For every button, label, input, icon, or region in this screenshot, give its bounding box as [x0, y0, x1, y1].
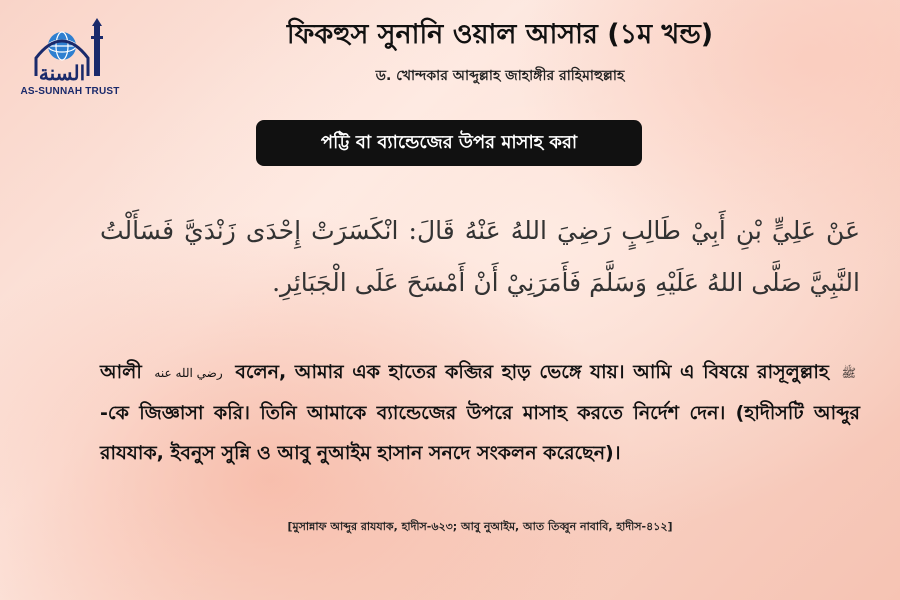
topic-banner: [256, 120, 642, 166]
translation-part-3: -কে জিজ্ঞাসা করি। তিনি আমাকে ব্যান্ডেজের উপরে মাসাহ করতে নির্দেশ দেন। (হাদীসটি আব্দুর রাযযাক, ইবনুস সুন্নি ও আবু নুআইম হাসান সনদে সংকলন করেছেন)।: [100, 401, 860, 464]
logo-caption: AS-SUNNAH TRUST: [20, 86, 120, 97]
mosque-logo-icon: [14, 18, 126, 88]
hadith-reference: [মুসান্নাফ আব্দুর রাযযাক, হাদীস-৬২৩; আবু নুআইম, আত তিব্বুন নাবাবি, হাদীস-৪১২]: [287, 520, 673, 533]
translation-part-2: বলেন, আমার এক হাতের কব্জির হাড় ভেঙ্গে যায়। আমি এ বিষয়ে রাসূলুল্লাহ: [235, 361, 829, 383]
hadith-arabic-text: عَنْ عَلِيٍّ بْنِ أَبِيْ طَالِبٍ رَضِيَ اللهُ عَنْهُ قَالَ: انْكَسَرَتْ إِحْدَى زَنْدَيَّ فَسَأَلْتُ النَّبِيَّ صَلَّى اللهُ عَلَيْهِ وَسَلَّمَ فَأَمَرَنِيْ أَنْ أَمْسَحَ عَلَى الْجَبَائِرِ.: [100, 216, 860, 297]
book-title: ফিকহুস সুনানি ওয়াল আসার (১ম খন্ড): [286, 19, 714, 50]
translation-part-1: আলী: [100, 361, 142, 383]
hadith-bangla-translation: [100, 352, 860, 473]
radiallahu-anhu-honorific: رضي الله عنه: [154, 365, 223, 380]
svg-text:السنة: السنة: [38, 61, 86, 85]
author-name: ড. খোন্দকার আব্দুল্লাহ জাহাঙ্গীর রাহিমাহুল্লাহ: [375, 68, 625, 84]
topic-label: পট্টি বা ব্যান্ডেজের উপর মাসাহ করা: [320, 131, 578, 153]
salawat-honorific: ﷺ: [841, 365, 856, 380]
